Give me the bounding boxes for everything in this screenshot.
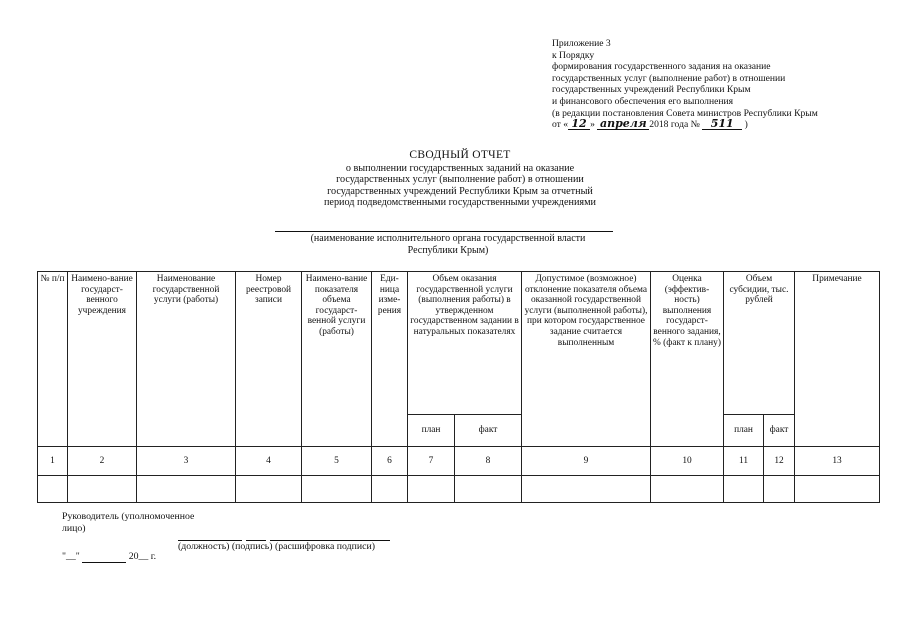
report-title-block (270, 150, 650, 209)
column-number: 7 (408, 447, 455, 476)
title-line: о выполнении государственных заданий на оказание (345, 162, 575, 174)
column-number: 10 (651, 447, 724, 476)
annex-block (552, 38, 892, 131)
handwritten-day: 12 (568, 119, 590, 130)
organ-caption-line: (наименование исполнительного органа государственной власти (310, 233, 586, 244)
column-number: 8 (455, 447, 522, 476)
column-number: 9 (522, 447, 651, 476)
column-number-row (38, 447, 880, 476)
date-month-blank (82, 551, 126, 563)
subheader-subsidy-plan: план (724, 415, 764, 447)
signature-date (62, 551, 156, 563)
column-number: 1 (38, 447, 68, 476)
subheader-volume-fact: факт (455, 415, 522, 447)
table-cell (455, 476, 522, 503)
column-number: 5 (302, 447, 372, 476)
column-number: 11 (724, 447, 764, 476)
subheader-volume-plan: план (408, 415, 455, 447)
annex-line: государственных учреждений Республики Крым (552, 84, 751, 96)
header-subsidy: Объем субсидии, тыс. рублей (724, 272, 795, 415)
date-year: 20__ г. (128, 551, 157, 562)
table-cell (372, 476, 408, 503)
table-cell (724, 476, 764, 503)
table-cell (137, 476, 236, 503)
table-row (38, 476, 880, 503)
table-cell (651, 476, 724, 503)
header-volume: Объем оказания государственной услуги (выполнения работы) в утвержденном государственном задании в натуральных показателях (408, 272, 522, 415)
column-number: 4 (236, 447, 302, 476)
handwritten-month: апреля (597, 119, 649, 130)
signature-label: Руководитель (уполномоченное (62, 511, 195, 522)
column-number: 13 (795, 447, 880, 476)
title-line: период подведомственными государственными учреждениями (323, 197, 596, 209)
page-title: СВОДНЫЙ ОТЧЕТ (409, 149, 511, 161)
signature-block (62, 511, 194, 534)
table-header-row (38, 272, 880, 415)
table-cell (764, 476, 795, 503)
header-indicator: Наимено-вание показателя объема государст-венной услуги (работы) (302, 272, 372, 447)
annex-line: формирования государственного задания на оказание (552, 61, 771, 73)
title-line: государственных учреждений Республики Крым за отчетный (327, 185, 593, 197)
annex-line: к Порядку (552, 49, 595, 61)
table-cell (68, 476, 137, 503)
date-day: "__" (62, 551, 80, 562)
annex-date-prefix: от « (552, 119, 569, 131)
header-deviation: Допустимое (возможное) отклонение показателя объема оказанной государственной услуги (выполненной работы), при котором государственное задание считается выполненным (522, 272, 651, 447)
column-number: 6 (372, 447, 408, 476)
organ-caption-line: Республики Крым) (407, 244, 489, 256)
annex-date-line (552, 119, 892, 131)
header-service: Наименование государственной услуги (работы) (137, 272, 236, 447)
annex-date-year: 2018 года № (649, 119, 700, 131)
annex-line: (в редакции постановления Совета министров Республики Крым (552, 107, 818, 119)
organ-caption (268, 233, 628, 256)
title-line: государственных услуг (выполнение работ) в отношении (336, 174, 584, 186)
annex-line: Приложение 3 (552, 38, 611, 49)
column-number: 3 (137, 447, 236, 476)
header-institution: Наимено-вание государст-венного учреждения (68, 272, 137, 447)
table-cell (795, 476, 880, 503)
annex-date-mid: » (590, 119, 595, 131)
signature-caption: (должность) (подпись) (расшифровка подписи) (178, 541, 375, 552)
table-cell (38, 476, 68, 503)
table-cell (408, 476, 455, 503)
header-num: № п/п (38, 272, 68, 447)
header-note: Примечание (795, 272, 880, 447)
organ-name-underline (275, 231, 613, 232)
subheader-subsidy-fact: факт (764, 415, 795, 447)
table-cell (236, 476, 302, 503)
annex-date-suffix: ) (744, 119, 748, 131)
annex-line: и финансового обеспечения его выполнения (552, 95, 734, 107)
header-unit: Еди-ница изме-рения (372, 272, 408, 447)
report-table (37, 271, 880, 503)
annex-line: государственных услуг (выполнение работ) в отношении (552, 72, 786, 84)
handwritten-number: 511 (702, 119, 742, 130)
header-register: Номер реестровой записи (236, 272, 302, 447)
signature-label: лицо) (62, 522, 86, 534)
column-number: 2 (68, 447, 137, 476)
header-assessment: Оценка (эффектив-ность) выполнения государст-венного задания, % (факт к плану) (651, 272, 724, 447)
table-cell (302, 476, 372, 503)
table-cell (522, 476, 651, 503)
column-number: 12 (764, 447, 795, 476)
